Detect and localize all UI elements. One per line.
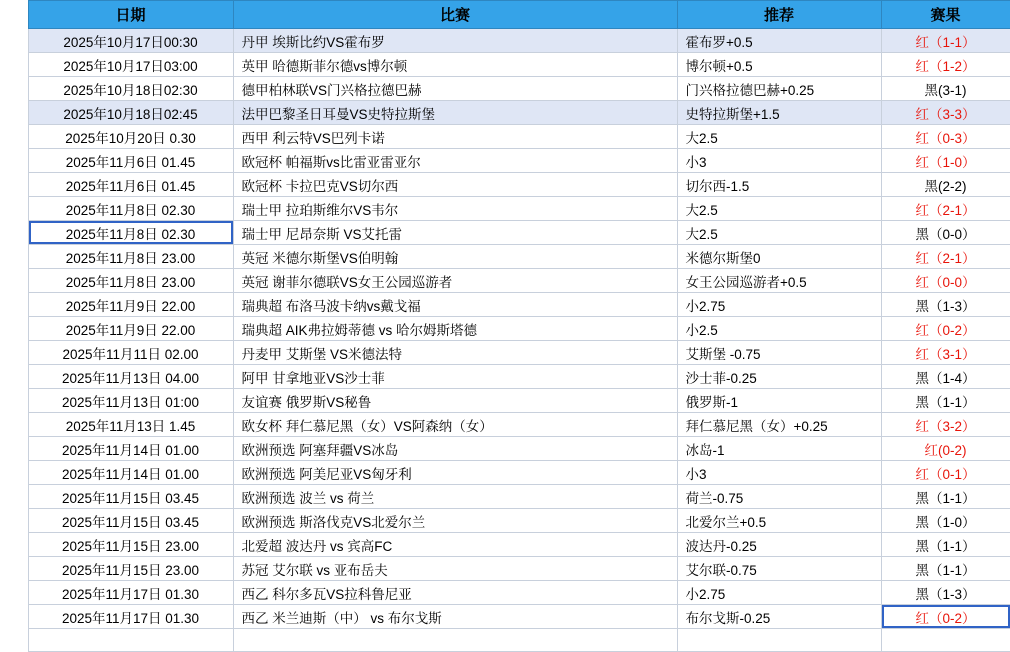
table-body <box>0 29 1010 652</box>
cell-result[interactable]: 红（3-1） <box>881 341 1010 365</box>
row-gutter[interactable] <box>0 629 28 652</box>
cell-result[interactable]: 黑（1-1） <box>881 485 1010 509</box>
table-row[interactable] <box>0 149 1010 173</box>
cell-recommendation[interactable]: 冰岛-1 <box>677 437 881 461</box>
cell-date[interactable]: 2025年11月15日 03.45 <box>28 509 233 533</box>
cell-match[interactable]: 友谊赛 俄罗斯VS秘鲁 <box>233 389 677 413</box>
table-row[interactable] <box>0 173 1010 197</box>
table-row[interactable] <box>0 29 1010 53</box>
cell-result[interactable]: 黑（1-3） <box>881 581 1010 605</box>
row-gutter <box>0 221 28 245</box>
cell-recommendation[interactable]: 布尔戈斯-0.25 <box>677 605 881 629</box>
row-gutter <box>0 197 28 221</box>
cell-recommendation[interactable]: 小3 <box>677 149 881 173</box>
header-date[interactable]: 日期 <box>28 1 233 29</box>
cell-date[interactable]: 2025年10月18日02:45 <box>28 101 233 125</box>
table-row[interactable] <box>0 533 1010 557</box>
cell-result[interactable]: 红（2-1） <box>881 245 1010 269</box>
cell-date[interactable]: 2025年11月14日 01.00 <box>28 461 233 485</box>
cell-date[interactable]: 2025年11月13日 1.45 <box>28 413 233 437</box>
cell-recommendation[interactable]: 小2.75 <box>677 581 881 605</box>
cell-recommendation[interactable]: 米德尔斯堡0 <box>677 245 881 269</box>
cell-recommendation[interactable]: 霍布罗+0.5 <box>677 29 881 53</box>
cell-recommendation[interactable]: 荷兰-0.75 <box>677 485 881 509</box>
cell-match[interactable]: 阿甲 甘拿地亚VS沙士菲 <box>233 365 677 389</box>
cell-result[interactable]: 黑(2-2) <box>881 173 1010 197</box>
cell-date[interactable]: 2025年11月15日 03.45 <box>28 485 233 509</box>
row-gutter <box>0 53 28 77</box>
cell-recommendation[interactable]: 沙士菲-0.25 <box>677 365 881 389</box>
cell-date[interactable]: 2025年11月13日 04.00 <box>28 365 233 389</box>
cell-result[interactable]: 黑（1-0） <box>881 509 1010 533</box>
cell-result[interactable]: 红（1-0） <box>881 149 1010 173</box>
cell-empty[interactable] <box>677 629 881 652</box>
row-gutter <box>0 533 28 557</box>
table-row[interactable] <box>0 437 1010 461</box>
row-gutter <box>0 437 28 461</box>
cell-result[interactable]: 红（1-2） <box>881 53 1010 77</box>
row-gutter <box>0 389 28 413</box>
cell-date[interactable]: 2025年11月11日 02.00 <box>28 341 233 365</box>
cell-result[interactable]: 红（3-3） <box>881 101 1010 125</box>
row-gutter <box>0 509 28 533</box>
table-row[interactable] <box>0 557 1010 581</box>
table-row[interactable] <box>0 101 1010 125</box>
cell-match[interactable]: 法甲巴黎圣日耳曼VS史特拉斯堡 <box>233 101 677 125</box>
cell-match[interactable]: 瑞典超 AIK弗拉姆蒂德 vs 哈尔姆斯塔德 <box>233 317 677 341</box>
table-row[interactable] <box>0 77 1010 101</box>
table-row-empty[interactable] <box>0 629 1010 652</box>
cell-recommendation[interactable]: 史特拉斯堡+1.5 <box>677 101 881 125</box>
row-gutter <box>0 125 28 149</box>
cell-result[interactable]: 红（0-3） <box>881 125 1010 149</box>
cell-date[interactable]: 2025年11月15日 23.00 <box>28 533 233 557</box>
table-row[interactable] <box>0 605 1010 629</box>
cell-date[interactable]: 2025年11月9日 22.00 <box>28 293 233 317</box>
table-row[interactable] <box>0 53 1010 77</box>
row-gutter <box>0 77 28 101</box>
cell-match[interactable]: 西乙 科尔多瓦VS拉科鲁尼亚 <box>233 581 677 605</box>
cell-result[interactable]: 黑（1-1） <box>881 389 1010 413</box>
cell-match[interactable]: 丹甲 埃斯比约VS霍布罗 <box>233 29 677 53</box>
cell-recommendation[interactable]: 艾斯堡 -0.75 <box>677 341 881 365</box>
row-gutter <box>0 293 28 317</box>
table-row[interactable] <box>0 485 1010 509</box>
row-gutter <box>0 365 28 389</box>
cell-match[interactable]: 德甲柏林联VS门兴格拉德巴赫 <box>233 77 677 101</box>
cell-match[interactable]: 英甲 哈德斯菲尔德vs博尔顿 <box>233 53 677 77</box>
cell-date[interactable]: 2025年11月14日 01.00 <box>28 437 233 461</box>
cell-recommendation[interactable]: 北爱尔兰+0.5 <box>677 509 881 533</box>
cell-date[interactable]: 2025年11月8日 02.30 <box>28 197 233 221</box>
cell-result[interactable]: 红（2-1） <box>881 197 1010 221</box>
cell-result[interactable]: 红（1-1） <box>881 29 1010 53</box>
cell-match[interactable]: 欧洲预选 阿美尼亚VS匈牙利 <box>233 461 677 485</box>
table-row[interactable] <box>0 389 1010 413</box>
cell-date[interactable]: 2025年11月6日 01.45 <box>28 149 233 173</box>
cell-match[interactable]: 苏冠 艾尔联 vs 亚布岳夫 <box>233 557 677 581</box>
cell-date[interactable]: 2025年11月8日 02.30 <box>28 221 233 245</box>
cell-match[interactable]: 欧洲预选 阿塞拜疆VS冰岛 <box>233 437 677 461</box>
row-gutter <box>0 341 28 365</box>
cell-date[interactable]: 2025年10月17日03:00 <box>28 53 233 77</box>
table-row[interactable] <box>0 509 1010 533</box>
cell-match[interactable]: 欧洲预选 斯洛伐克VS北爱尔兰 <box>233 509 677 533</box>
row-gutter <box>0 605 28 629</box>
cell-empty[interactable] <box>881 629 1010 652</box>
cell-recommendation[interactable]: 博尔顿+0.5 <box>677 53 881 77</box>
cell-date[interactable]: 2025年11月17日 01.30 <box>28 581 233 605</box>
cell-recommendation[interactable]: 女王公园巡游者+0.5 <box>677 269 881 293</box>
cell-recommendation[interactable]: 门兴格拉德巴赫+0.25 <box>677 77 881 101</box>
cell-date[interactable]: 2025年10月18日02:30 <box>28 77 233 101</box>
row-gutter <box>0 29 28 53</box>
cell-result[interactable]: 黑(3-1) <box>881 77 1010 101</box>
row-gutter <box>0 485 28 509</box>
cell-result[interactable]: 黑（0-0） <box>881 221 1010 245</box>
table-row[interactable] <box>0 269 1010 293</box>
cell-date[interactable]: 2025年11月9日 22.00 <box>28 317 233 341</box>
cell-recommendation[interactable]: 俄罗斯-1 <box>677 389 881 413</box>
cell-result[interactable]: 红（3-2） <box>881 413 1010 437</box>
cell-result[interactable]: 黑（1-4） <box>881 365 1010 389</box>
cell-date[interactable]: 2025年10月17日00:30 <box>28 29 233 53</box>
cell-recommendation[interactable]: 大2.5 <box>677 197 881 221</box>
table-row[interactable] <box>0 581 1010 605</box>
cell-result[interactable]: 黑（1-3） <box>881 293 1010 317</box>
cell-date[interactable]: 2025年11月13日 01:00 <box>28 389 233 413</box>
row-gutter <box>0 557 28 581</box>
cell-date[interactable]: 2025年11月17日 01.30 <box>28 605 233 629</box>
cell-recommendation[interactable]: 小2.75 <box>677 293 881 317</box>
table-row[interactable] <box>0 413 1010 437</box>
table-row[interactable] <box>0 221 1010 245</box>
cell-match[interactable]: 欧冠杯 帕福斯vs比雷亚雷亚尔 <box>233 149 677 173</box>
cell-recommendation[interactable]: 大2.5 <box>677 125 881 149</box>
table-row[interactable] <box>0 125 1010 149</box>
table-row[interactable] <box>0 341 1010 365</box>
row-gutter <box>0 413 28 437</box>
cell-recommendation[interactable]: 拜仁慕尼黑（女）+0.25 <box>677 413 881 437</box>
header-result[interactable]: 赛果 <box>881 1 1010 29</box>
cell-recommendation[interactable]: 小3 <box>677 461 881 485</box>
row-gutter <box>0 149 28 173</box>
row-gutter-header <box>0 1 28 29</box>
row-gutter <box>0 173 28 197</box>
cell-recommendation[interactable]: 艾尔联-0.75 <box>677 557 881 581</box>
cell-result[interactable]: 黑（1-1） <box>881 533 1010 557</box>
cell-result[interactable]: 红（0-2） <box>881 605 1010 629</box>
row-gutter <box>0 581 28 605</box>
header-recommend[interactable]: 推荐 <box>677 1 881 29</box>
cell-recommendation[interactable]: 切尔西-1.5 <box>677 173 881 197</box>
cell-result[interactable]: 红（0-1） <box>881 461 1010 485</box>
table-row[interactable] <box>0 461 1010 485</box>
cell-empty[interactable] <box>28 629 233 652</box>
row-gutter <box>0 245 28 269</box>
cell-match[interactable]: 欧冠杯 卡拉巴克VS切尔西 <box>233 173 677 197</box>
table-row[interactable] <box>0 365 1010 389</box>
row-gutter <box>0 461 28 485</box>
cell-match[interactable]: 瑞士甲 拉珀斯维尔VS韦尔 <box>233 197 677 221</box>
cell-date[interactable]: 2025年11月6日 01.45 <box>28 173 233 197</box>
cell-result[interactable]: 红（0-0） <box>881 269 1010 293</box>
table-row[interactable] <box>0 293 1010 317</box>
cell-empty[interactable] <box>233 629 677 652</box>
table-row[interactable] <box>0 245 1010 269</box>
cell-match[interactable]: 欧洲预选 波兰 vs 荷兰 <box>233 485 677 509</box>
cell-match[interactable]: 英冠 米德尔斯堡VS伯明翰 <box>233 245 677 269</box>
cell-match[interactable]: 英冠 谢菲尔德联VS女王公园巡游者 <box>233 269 677 293</box>
cell-recommendation[interactable]: 波达丹-0.25 <box>677 533 881 557</box>
row-gutter <box>0 317 28 341</box>
table-row[interactable] <box>0 317 1010 341</box>
cell-recommendation[interactable]: 小2.5 <box>677 317 881 341</box>
cell-date[interactable]: 2025年11月8日 23.00 <box>28 269 233 293</box>
cell-match[interactable]: 西乙 米兰迪斯（中） vs 布尔戈斯 <box>233 605 677 629</box>
cell-date[interactable]: 2025年10月20日 0.30 <box>28 125 233 149</box>
cell-recommendation[interactable]: 大2.5 <box>677 221 881 245</box>
cell-match[interactable]: 瑞典超 布洛马波卡纳vs戴戈福 <box>233 293 677 317</box>
cell-result[interactable]: 红(0-2) <box>881 437 1010 461</box>
row-gutter <box>0 269 28 293</box>
cell-date[interactable]: 2025年11月8日 23.00 <box>28 245 233 269</box>
cell-match[interactable]: 瑞士甲 尼昂奈斯 VS艾托雷 <box>233 221 677 245</box>
cell-match[interactable]: 欧女杯 拜仁慕尼黑（女）VS阿森纳（女） <box>233 413 677 437</box>
row-gutter <box>0 101 28 125</box>
cell-result[interactable]: 红（0-2） <box>881 317 1010 341</box>
table-row[interactable] <box>0 197 1010 221</box>
table-header-row <box>0 1 1010 29</box>
cell-result[interactable]: 黑（1-1） <box>881 557 1010 581</box>
cell-match[interactable]: 北爱超 波达丹 vs 宾高FC <box>233 533 677 557</box>
cell-match[interactable]: 西甲 利云特VS巴列卡诺 <box>233 125 677 149</box>
cell-match[interactable]: 丹麦甲 艾斯堡 VS米德法特 <box>233 341 677 365</box>
cell-date[interactable]: 2025年11月15日 23.00 <box>28 557 233 581</box>
header-match[interactable]: 比赛 <box>233 1 677 29</box>
